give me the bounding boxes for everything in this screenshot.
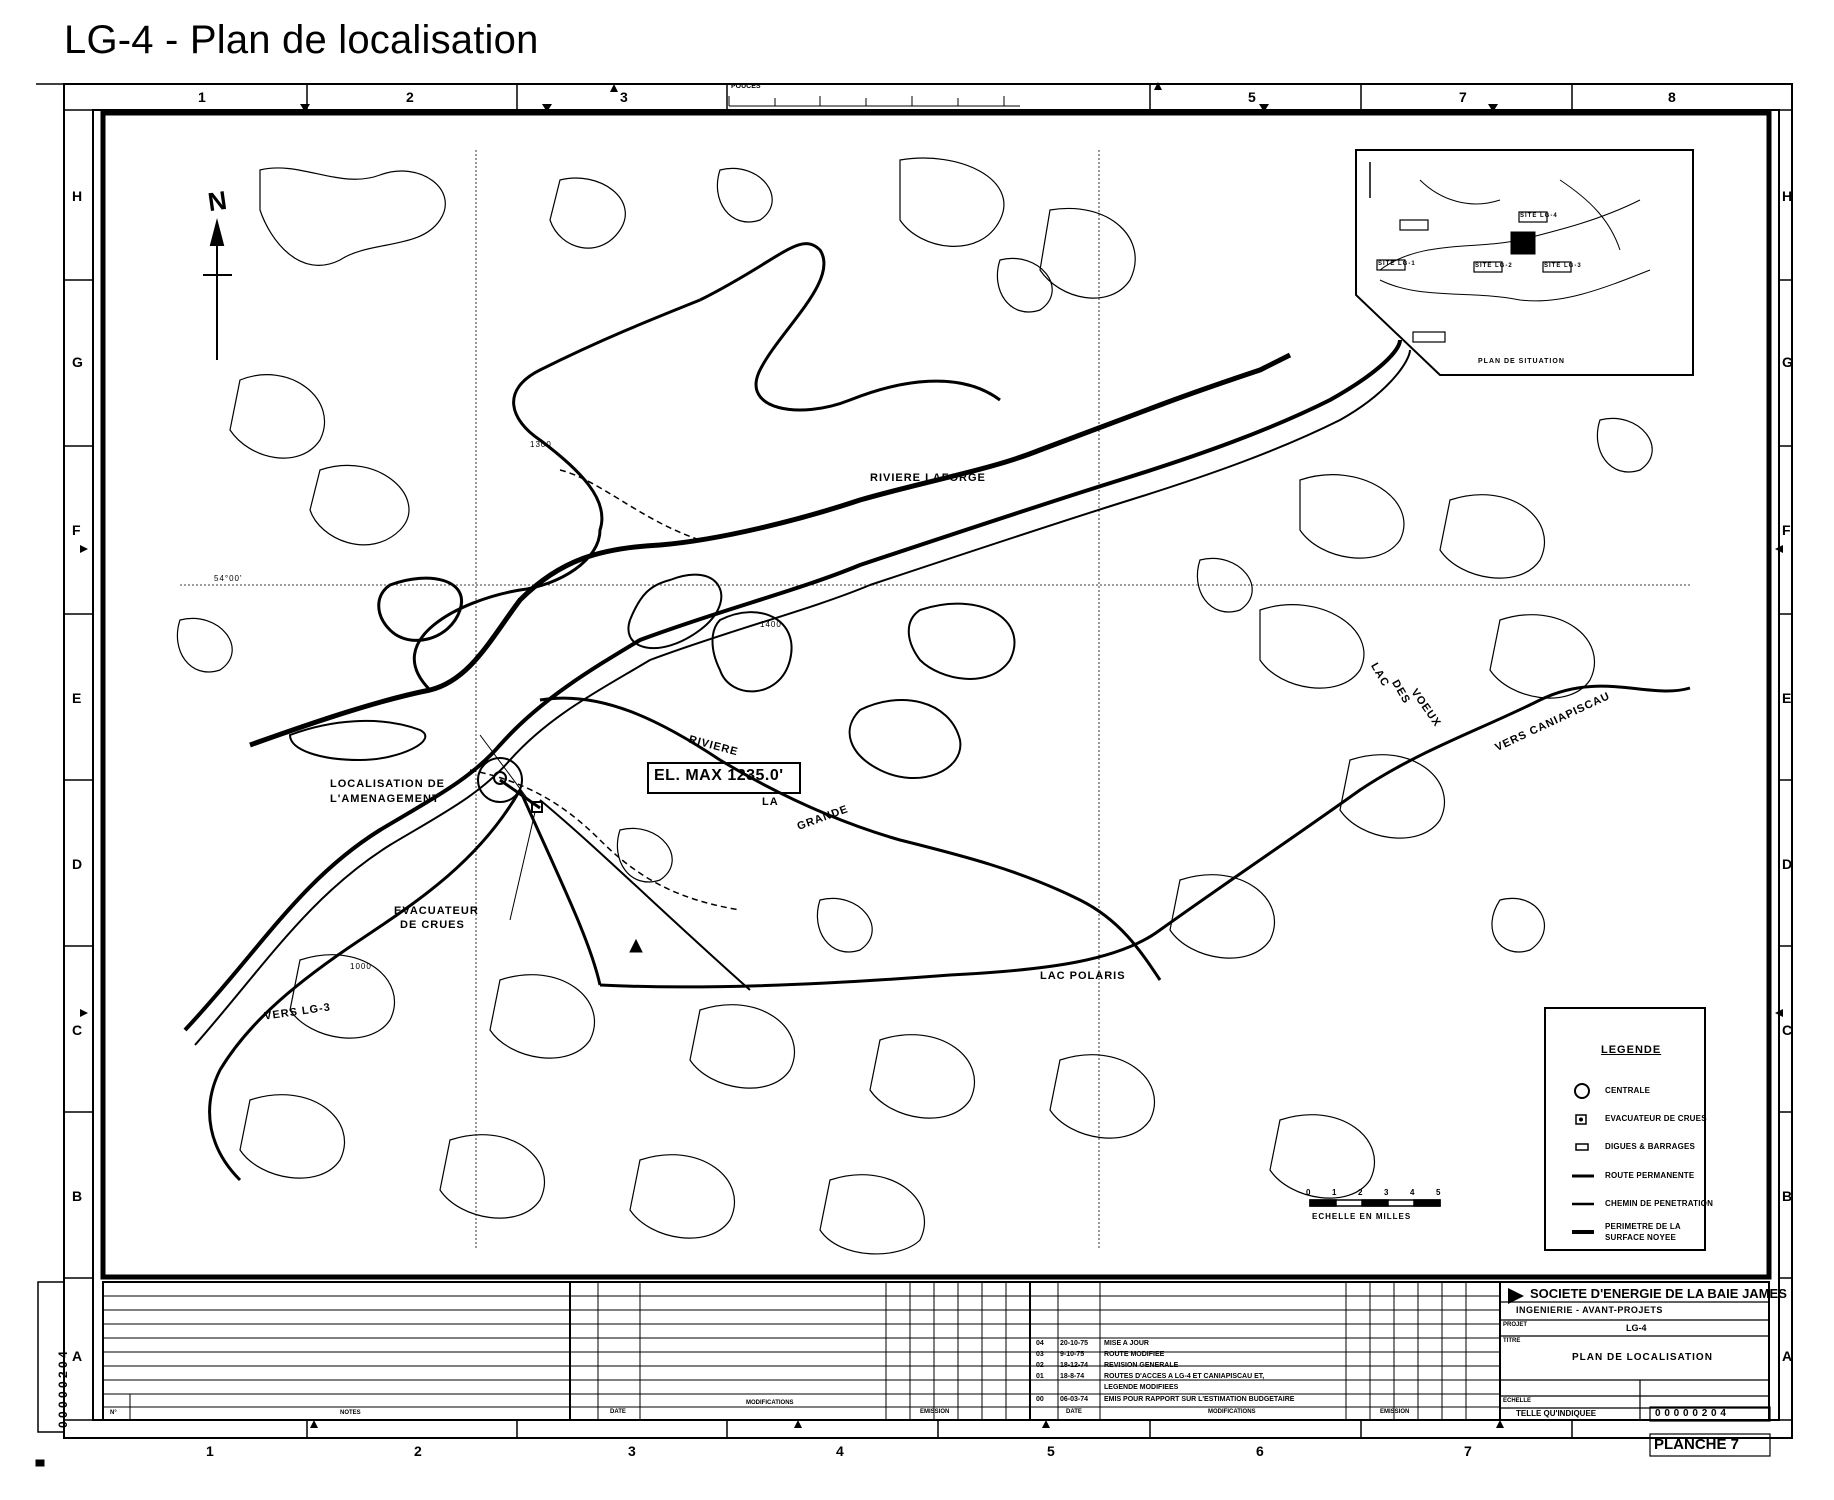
inset-site: SITE LG-4 xyxy=(1520,213,1558,219)
label-des: DES xyxy=(1389,677,1413,707)
frame-number: 2 xyxy=(406,89,414,105)
revision-text: ROUTE MODIFIEE xyxy=(1104,1351,1165,1358)
frame-number: 4 xyxy=(836,1443,844,1459)
company-name: SOCIETE D'ENERGIE DE LA BAIE JAMES xyxy=(1530,1286,1787,1301)
label-amenagement: L'AMENAGEMENT xyxy=(330,793,440,805)
label-de-crues: DE CRUES xyxy=(400,919,465,931)
revision-date: 06-03-74 xyxy=(1060,1396,1089,1403)
revision-no: 02 xyxy=(1036,1362,1044,1369)
frame-letter: G xyxy=(1782,354,1793,370)
frame-number: 5 xyxy=(1248,89,1256,105)
date-header: DATE xyxy=(610,1409,626,1415)
scale-bar-caption: ECHELLE EN MILLES xyxy=(1312,1212,1412,1221)
drawing-number-side: 0 0 0 0 0 2 0 4 xyxy=(56,1351,70,1428)
frame-letter: C xyxy=(1782,1022,1793,1038)
emission-header: EMISSION xyxy=(920,1409,950,1415)
projet-value: LG-4 xyxy=(1626,1323,1647,1333)
legend-item-label: EVACUATEUR DE CRUES xyxy=(1605,1114,1707,1123)
titre-value: PLAN DE LOCALISATION xyxy=(1572,1352,1713,1363)
page-title: LG-4 - Plan de localisation xyxy=(64,18,539,62)
frame-letter: A xyxy=(72,1348,83,1364)
titre-label: TITRE xyxy=(1503,1338,1521,1344)
planche: PLANCHE 7 xyxy=(1654,1436,1740,1453)
frame-letter: H xyxy=(1782,188,1793,204)
frame-number: 1 xyxy=(206,1443,214,1459)
revision-text: ROUTES D'ACCES A LG-4 ET CANIAPISCAU ET, xyxy=(1104,1373,1265,1380)
date-header: DATE xyxy=(1066,1409,1082,1415)
inch-scale-caption: POUCES xyxy=(731,83,761,90)
frame-number: 1 xyxy=(198,89,206,105)
scale-bar-tick: 3 xyxy=(1384,1188,1390,1197)
frame-number: 5 xyxy=(1047,1443,1055,1459)
scale-bar-tick: 5 xyxy=(1436,1188,1442,1197)
label-grande: GRANDE xyxy=(795,803,851,833)
label-riviere-laforge: RIVIERE LAFORGE xyxy=(870,472,986,484)
legend-item-label: PERIMETRE DE LA SURFACE NOYEE xyxy=(1605,1222,1681,1242)
projet-label: PROJET xyxy=(1503,1322,1528,1328)
frame-letter: F xyxy=(72,522,81,538)
label-contour: 1000 xyxy=(350,962,372,971)
label-lac-polaris: LAC POLARIS xyxy=(1040,970,1126,982)
revision-date: 20-10-75 xyxy=(1060,1340,1089,1347)
frame-number: 3 xyxy=(628,1443,636,1459)
label-contour: 1400 xyxy=(760,620,782,629)
no-header: N° xyxy=(110,1410,117,1416)
frame-letter: B xyxy=(72,1188,83,1204)
notes-header: NOTES xyxy=(340,1410,361,1416)
label-voeux: VOEUX xyxy=(1408,686,1444,730)
frame-letter: E xyxy=(1782,690,1792,706)
label-latitude: 54°00' xyxy=(214,574,243,583)
revision-date: 18-8-74 xyxy=(1060,1373,1085,1380)
legend-item-label: ROUTE PERMANENTE xyxy=(1605,1171,1695,1180)
frame-letter: D xyxy=(1782,856,1793,872)
label-evacuateur: EVACUATEUR xyxy=(394,905,479,917)
frame-number: 6 xyxy=(1256,1443,1264,1459)
revision-no: 01 xyxy=(1036,1373,1044,1380)
frame-letter: C xyxy=(72,1022,83,1038)
modifications-header: MODIFICATIONS xyxy=(1208,1409,1256,1415)
revision-no: 00 xyxy=(1036,1396,1044,1403)
revision-text: EMIS POUR RAPPORT SUR L'ESTIMATION BUDGETAIRE xyxy=(1104,1396,1295,1403)
legend-item-label: CENTRALE xyxy=(1605,1086,1651,1095)
frame-letter: A xyxy=(1782,1348,1793,1364)
north-symbol: N xyxy=(205,184,230,218)
frame-letter: B xyxy=(1782,1188,1793,1204)
frame-number: 8 xyxy=(1668,89,1676,105)
frame-letter: G xyxy=(72,354,83,370)
inch-scale xyxy=(729,96,1020,106)
revision-date: 9-10-75 xyxy=(1060,1351,1085,1358)
department: INGENIERIE - AVANT-PROJETS xyxy=(1516,1305,1663,1315)
frame-letter: D xyxy=(72,856,83,872)
frame-letter: E xyxy=(72,690,82,706)
frame-letter: H xyxy=(72,188,83,204)
revision-text: MISE A JOUR xyxy=(1104,1340,1149,1347)
frame-number: 7 xyxy=(1464,1443,1472,1459)
label-localisation: LOCALISATION DE xyxy=(330,778,446,790)
inset-site: SITE LG-3 xyxy=(1544,263,1582,269)
frame-letter: F xyxy=(1782,522,1791,538)
frame-number: 2 xyxy=(414,1443,422,1459)
revision-no: 04 xyxy=(1036,1340,1044,1347)
legend-title: LEGENDE xyxy=(1601,1044,1662,1056)
legend-item-label: DIGUES & BARRAGES xyxy=(1605,1142,1696,1151)
scale-bar-tick: 2 xyxy=(1358,1188,1364,1197)
scale-bar-tick: 4 xyxy=(1410,1188,1416,1197)
inset-title: PLAN DE SITUATION xyxy=(1478,358,1565,365)
label-contour: 1300 xyxy=(530,440,552,449)
label-vers-caniapiscau: VERS CANIAPISCAU xyxy=(1493,690,1613,754)
emission-header: EMISSION xyxy=(1380,1409,1410,1415)
label-vers-lg3: VERS LG-3 xyxy=(263,1001,332,1023)
scale-bar-tick: 1 xyxy=(1332,1188,1338,1197)
drawing-number: 0 0 0 0 0 2 0 4 xyxy=(1655,1408,1727,1419)
legend-item-label: CHEMIN DE PENETRATION xyxy=(1605,1199,1714,1208)
echelle-value: TELLE QU'INDIQUEE xyxy=(1516,1409,1597,1418)
echelle-label: ECHELLE xyxy=(1503,1398,1532,1404)
frame-number: 7 xyxy=(1459,89,1467,105)
label-la: LA xyxy=(762,796,779,808)
inset-site: SITE LG-1 xyxy=(1378,261,1416,267)
label-lac: LAC xyxy=(1368,660,1392,690)
modifications-header: MODIFICATIONS xyxy=(746,1400,794,1406)
revision-no: 03 xyxy=(1036,1351,1044,1358)
revision-text: LEGENDE MODIFIEES xyxy=(1104,1384,1179,1391)
scale-bar-tick: 0 xyxy=(1306,1188,1312,1197)
label-riviere: RIVIERE xyxy=(687,733,740,759)
inset-site: SITE LG-2 xyxy=(1475,263,1513,269)
scale-bar xyxy=(1310,1200,1440,1206)
revision-date: 18-12-74 xyxy=(1060,1362,1089,1369)
north-arrow xyxy=(203,222,232,360)
frame-number: 3 xyxy=(620,89,628,105)
revision-text: REVISION GENERALE xyxy=(1104,1362,1179,1369)
label-el-max: EL. MAX 1235.0' xyxy=(654,767,784,784)
